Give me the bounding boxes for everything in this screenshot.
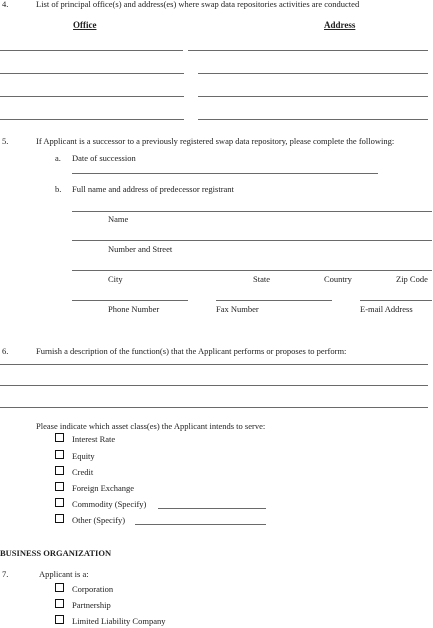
q7-number: 7. bbox=[2, 569, 9, 579]
q5b-label: b. bbox=[55, 184, 62, 194]
type-label-partnership: Partnership bbox=[72, 600, 111, 610]
checkbox-interest-rate[interactable] bbox=[55, 433, 64, 442]
asset-label-credit: Credit bbox=[72, 467, 94, 477]
address-line-4[interactable] bbox=[198, 119, 428, 120]
q4-number: 4. bbox=[2, 0, 9, 9]
type-label-llc: Limited Liability Company bbox=[72, 616, 166, 626]
business-organization-heading: BUSINESS ORGANIZATION bbox=[0, 548, 112, 558]
checkbox-corporation[interactable] bbox=[55, 583, 64, 592]
asset-label-other: Other (Specify) bbox=[72, 515, 126, 525]
address-line-3[interactable] bbox=[198, 96, 428, 97]
other-specify-line[interactable] bbox=[135, 524, 266, 525]
street-line[interactable] bbox=[72, 240, 432, 241]
q7-text: Applicant is a: bbox=[39, 569, 89, 579]
email-line[interactable] bbox=[360, 300, 432, 301]
function-line-2[interactable] bbox=[0, 385, 428, 386]
street-label: Number and Street bbox=[108, 244, 173, 254]
phone-label: Phone Number bbox=[108, 304, 160, 314]
fax-line[interactable] bbox=[216, 300, 332, 301]
address-header: Address bbox=[324, 20, 356, 30]
checkbox-partnership[interactable] bbox=[55, 599, 64, 608]
asset-prompt: Please indicate which asset class(es) the Applicant intends to serve: bbox=[36, 421, 266, 431]
q5b-text: Full name and address of predecessor registrant bbox=[72, 184, 234, 194]
asset-label-commodity: Commodity (Specify) bbox=[72, 499, 147, 509]
city-line[interactable] bbox=[72, 270, 432, 271]
checkbox-commodity[interactable] bbox=[55, 498, 64, 507]
phone-line[interactable] bbox=[72, 300, 188, 301]
q6-text: Furnish a description of the function(s) that the Applicant performs or proposes to perform: bbox=[36, 346, 347, 356]
checkbox-llc[interactable] bbox=[55, 615, 64, 624]
office-line-2[interactable] bbox=[0, 73, 184, 74]
q5-text: If Applicant is a successor to a previously registered swap data repository, please complete the following: bbox=[36, 136, 395, 146]
q4-text: List of principal office(s) and address(es) where swap data repositories activities are conducted bbox=[36, 0, 360, 9]
q5-number: 5. bbox=[2, 136, 9, 146]
succession-date-line[interactable] bbox=[72, 173, 378, 174]
q5a-text: Date of succession bbox=[72, 153, 136, 163]
function-line-3[interactable] bbox=[0, 407, 428, 408]
q5a-label: a. bbox=[55, 153, 61, 163]
office-line-4[interactable] bbox=[0, 119, 184, 120]
asset-label-foreign-exchange: Foreign Exchange bbox=[72, 483, 135, 493]
fax-label: Fax Number bbox=[216, 304, 259, 314]
asset-label-equity: Equity bbox=[72, 451, 95, 461]
city-label: City bbox=[108, 274, 123, 284]
checkbox-equity[interactable] bbox=[55, 450, 64, 459]
email-label: E-mail Address bbox=[360, 304, 413, 314]
checkbox-foreign-exchange[interactable] bbox=[55, 482, 64, 491]
name-line[interactable] bbox=[72, 211, 432, 212]
state-label: State bbox=[253, 274, 270, 284]
country-label: Country bbox=[324, 274, 352, 284]
office-line-1[interactable] bbox=[0, 50, 183, 51]
office-line-3[interactable] bbox=[0, 96, 184, 97]
checkbox-credit[interactable] bbox=[55, 466, 64, 475]
name-label: Name bbox=[108, 214, 129, 224]
zip-label: Zip Code bbox=[396, 274, 428, 284]
checkbox-other[interactable] bbox=[55, 514, 64, 523]
office-header: Office bbox=[73, 20, 97, 30]
asset-label-interest-rate: Interest Rate bbox=[72, 434, 116, 444]
commodity-specify-line[interactable] bbox=[158, 508, 266, 509]
type-label-corporation: Corporation bbox=[72, 584, 114, 594]
q6-number: 6. bbox=[2, 346, 9, 356]
address-line-1[interactable] bbox=[188, 50, 428, 51]
function-line-1[interactable] bbox=[0, 364, 428, 365]
address-line-2[interactable] bbox=[198, 73, 428, 74]
